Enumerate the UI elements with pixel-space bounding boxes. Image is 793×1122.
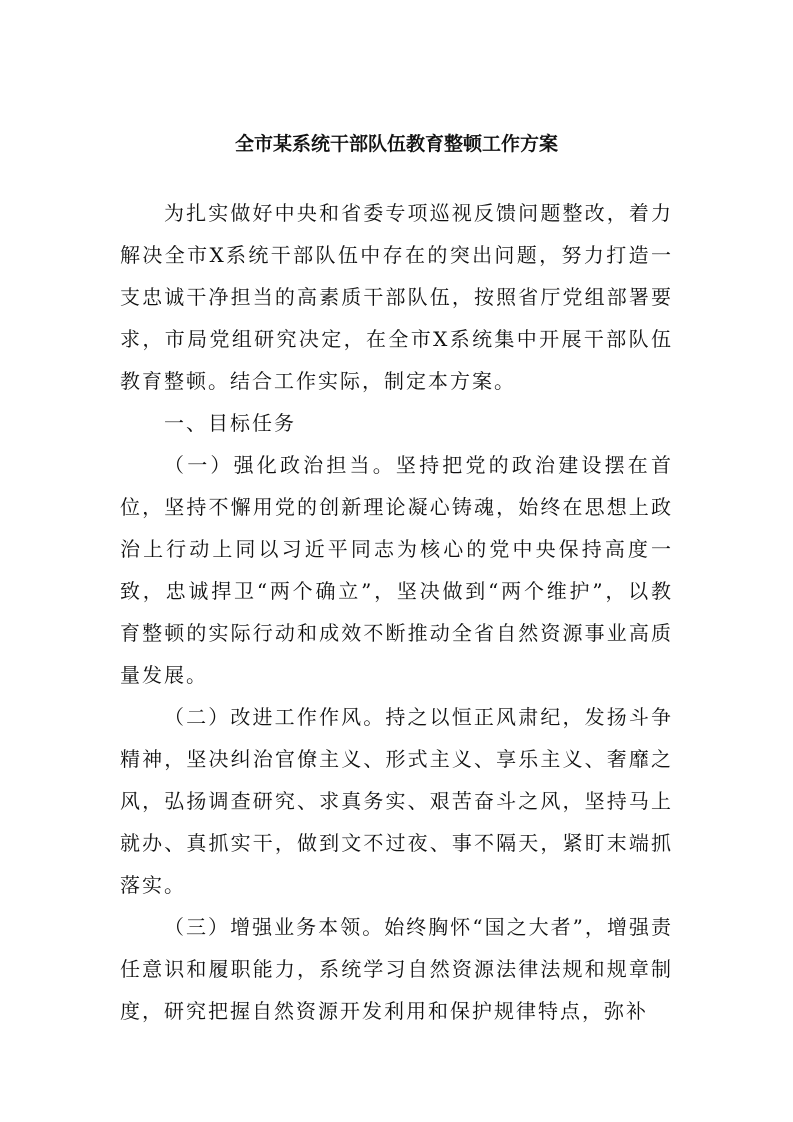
goal-item-3: （三）增强业务本领。始终胸怀“国之大者”，增强责任意识和履职能力，系统学习自然资源法律法规和规章制度，研究把握自然资源开发利用和保护规律特点，弥补 [120,915,673,1023]
document-body [120,192,673,1032]
goal-item-1: （一）强化政治担当。坚持把党的政治建设摆在首位，坚持不懈用党的创新理论凝心铸魂，始终在思想上政治上行动上同以习近平同志为核心的党中央保持高度一致，忠诚捍卫“两个确立”，坚决做到“两个维护”，以教育整顿的实际行动和成效不断推动全省自然资源事业高质量发展。 [120,453,673,687]
document-title: 全市某系统干部队伍教育整顿工作方案 [234,133,558,155]
section-heading-goals: 一、目标任务 [164,411,296,435]
goal-item-2: （二）改进工作作风。持之以恒正风肃纪，发扬斗争精神，坚决纠治官僚主义、形式主义、享乐主义、奢靡之风，弘扬调查研究、求真务实、艰苦奋斗之风，坚持马上就办、真抓实干，做到文不过夜、事不隔天，紧盯末端抓落实。 [120,705,673,897]
intro-paragraph: 为扎实做好中央和省委专项巡视反馈问题整改，着力解决全市X系统干部队伍中存在的突出问题，努力打造一支忠诚干净担当的高素质干部队伍，按照省厅党组部署要求，市局党组研究决定，在全市X系统集中开展干部队伍教育整顿。结合工作实际，制定本方案。 [120,201,673,393]
